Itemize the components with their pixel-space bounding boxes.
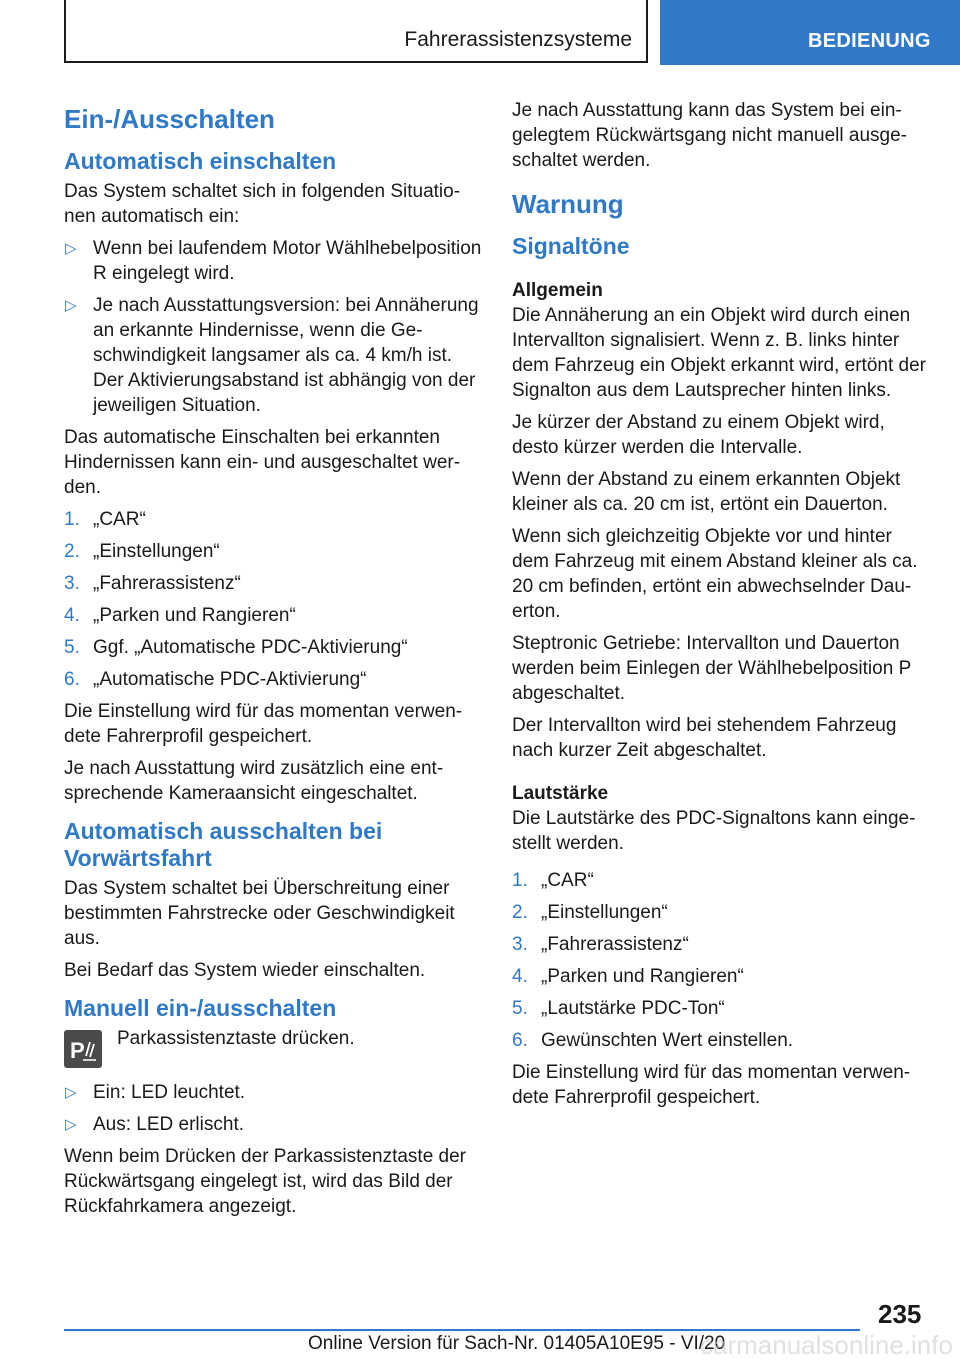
- heading-ein-ausschalten: Ein-/Ausschalten: [64, 104, 275, 134]
- paragraph: Wenn der Abstand zu einem erkannten Objekt kleiner als ca. 20 cm ist, ertönt ein Dauerton.: [512, 469, 901, 515]
- paragraph: Parkassistenztaste drücken.: [117, 1028, 355, 1049]
- step-item: 4. „Parken und Rangieren“: [64, 605, 296, 626]
- paragraph: Bei Bedarf das System wieder einschalten.: [64, 960, 426, 981]
- left-column: [64, 98, 484, 1226]
- paragraph: Die Lautstärke des PDC-Signaltons kann eingestellt werden.: [512, 808, 916, 854]
- page-number: 235: [878, 1299, 922, 1329]
- heading-signaltoene: Signaltöne: [512, 233, 630, 259]
- step-item: 3. „Fahrerassistenz“: [64, 573, 241, 594]
- paragraph: Die Einstellung wird für das momentan verwendete Fahrerprofil gespeichert.: [512, 1062, 911, 1108]
- step-item: 6. Gewünschten Wert einstellen.: [512, 1030, 794, 1051]
- svg-text:P: P: [70, 1038, 85, 1062]
- triangle-bullet-icon: ▷: [65, 297, 77, 314]
- list-item: ▷ Wenn bei laufendem Motor Wählhebelposition R eingelegt wird.: [65, 238, 482, 284]
- step-item: 1. „CAR“: [512, 870, 594, 891]
- right-column: [512, 98, 932, 1117]
- numbered-steps: [64, 507, 484, 692]
- paragraph: Das System schaltet bei Überschreitung einer bestimmten Fahrstrecke oder Geschwindigkeit aus.: [64, 878, 455, 949]
- heading-manuell: Manuell ein-/ausschalten: [64, 995, 337, 1021]
- step-item: 2. „Einstellungen“: [64, 541, 220, 562]
- paragraph: Der Intervallton wird bei stehendem Fahrzeug nach kurzer Zeit abgeschaltet.: [512, 715, 897, 761]
- heading-automatisch-ausschalten: Automatisch ausschalten bei Vorwärtsfahrt: [64, 818, 383, 871]
- triangle-bullet-icon: ▷: [65, 240, 77, 257]
- heading-lautstaerke: Lautstärke: [512, 783, 609, 804]
- step-item: 5. Ggf. „Automatische PDC-Aktivierung“: [64, 637, 408, 658]
- step-item: 4. „Parken und Rangieren“: [512, 966, 744, 987]
- paragraph: Steptronic Getriebe: Intervallton und Dauerton werden beim Einlegen der Wählhebelposition P abgeschaltet.: [512, 633, 911, 704]
- section-header-box: [64, 0, 648, 63]
- watermark: carmanualsonline.info: [700, 1330, 953, 1360]
- step-item: 1. „CAR“: [64, 509, 146, 530]
- list-item: ▷ Ein: LED leuchtet.: [65, 1082, 246, 1103]
- list-item: ▷ Aus: LED erlischt.: [65, 1114, 244, 1135]
- paragraph: Je nach Ausstattung kann das System bei eingelegtem Rückwärtsgang nicht manuell ausgeschaltet werden.: [512, 100, 907, 171]
- section-title: Fahrerassistenzsysteme: [404, 28, 632, 51]
- paragraph: Je kürzer der Abstand zu einem Objekt wird, desto kürzer werden die Intervalle.: [512, 412, 885, 458]
- paragraph: Je nach Ausstattung wird zusätzlich eine entsprechende Kameraansicht eingeschaltet.: [64, 758, 444, 804]
- step-item: 3. „Fahrerassistenz“: [512, 934, 689, 955]
- paragraph: Das automatische Einschalten bei erkannten Hindernissen kann ein- und ausgeschaltet werden.: [64, 427, 461, 498]
- chapter-tab: [660, 0, 960, 65]
- bullet-list: [64, 236, 484, 418]
- park-assist-instruction: [64, 1026, 484, 1070]
- paragraph: Wenn sich gleichzeitig Objekte vor und hinter dem Fahrzeug mit einem Abstand kleiner als ca. 20 cm befinden, ertönt ein abwechselnder Dauerton.: [512, 526, 918, 622]
- heading-automatisch-einschalten: Automatisch einschalten: [64, 148, 337, 174]
- step-item: 6. „Automatische PDC-Aktivierung“: [64, 669, 367, 690]
- step-item: 5. „Lautstärke PDC-Ton“: [512, 998, 725, 1019]
- paragraph: Die Annäherung an ein Objekt wird durch einen Intervallton signalisiert. Wenn z. B. links hinter dem Fahrzeug ein Objekt erkannt wird, ertönt der Signalton aus dem Lautsprecher hinten links.: [512, 305, 926, 401]
- heading-warnung: Warnung: [512, 189, 624, 219]
- step-item: 2. „Einstellungen“: [512, 902, 668, 923]
- list-item: ▷ Je nach Ausstattungsversion: bei Annäherung an erkannte Hindernisse, wenn die Geschwindigkeit langsamer als ca. 4 km/h ist. Der Aktivierungsabstand ist abhängig von der jeweiligen Situation.: [65, 295, 479, 416]
- page-header: [0, 0, 960, 65]
- park-assist-button-icon: [64, 1030, 102, 1068]
- paragraph: Die Einstellung wird für das momentan verwendete Fahrerprofil gespeichert.: [64, 701, 463, 747]
- triangle-bullet-icon: ▷: [65, 1084, 77, 1101]
- chapter-tab-label: BEDIENUNG: [808, 30, 931, 52]
- triangle-bullet-icon: ▷: [65, 1116, 77, 1133]
- bullet-list: [64, 1080, 484, 1137]
- heading-allgemein: Allgemein: [512, 280, 603, 301]
- footer-version: Online Version für Sach-Nr. 01405A10E95 - VI/20: [308, 1333, 726, 1354]
- paragraph: Das System schaltet sich in folgenden Situationen automatisch ein:: [64, 181, 461, 227]
- numbered-steps: [512, 868, 932, 1053]
- paragraph: Wenn beim Drücken der Parkassistenztaste der Rückwärtsgang eingelegt ist, wird das Bild der Rückfahrkamera angezeigt.: [64, 1146, 466, 1217]
